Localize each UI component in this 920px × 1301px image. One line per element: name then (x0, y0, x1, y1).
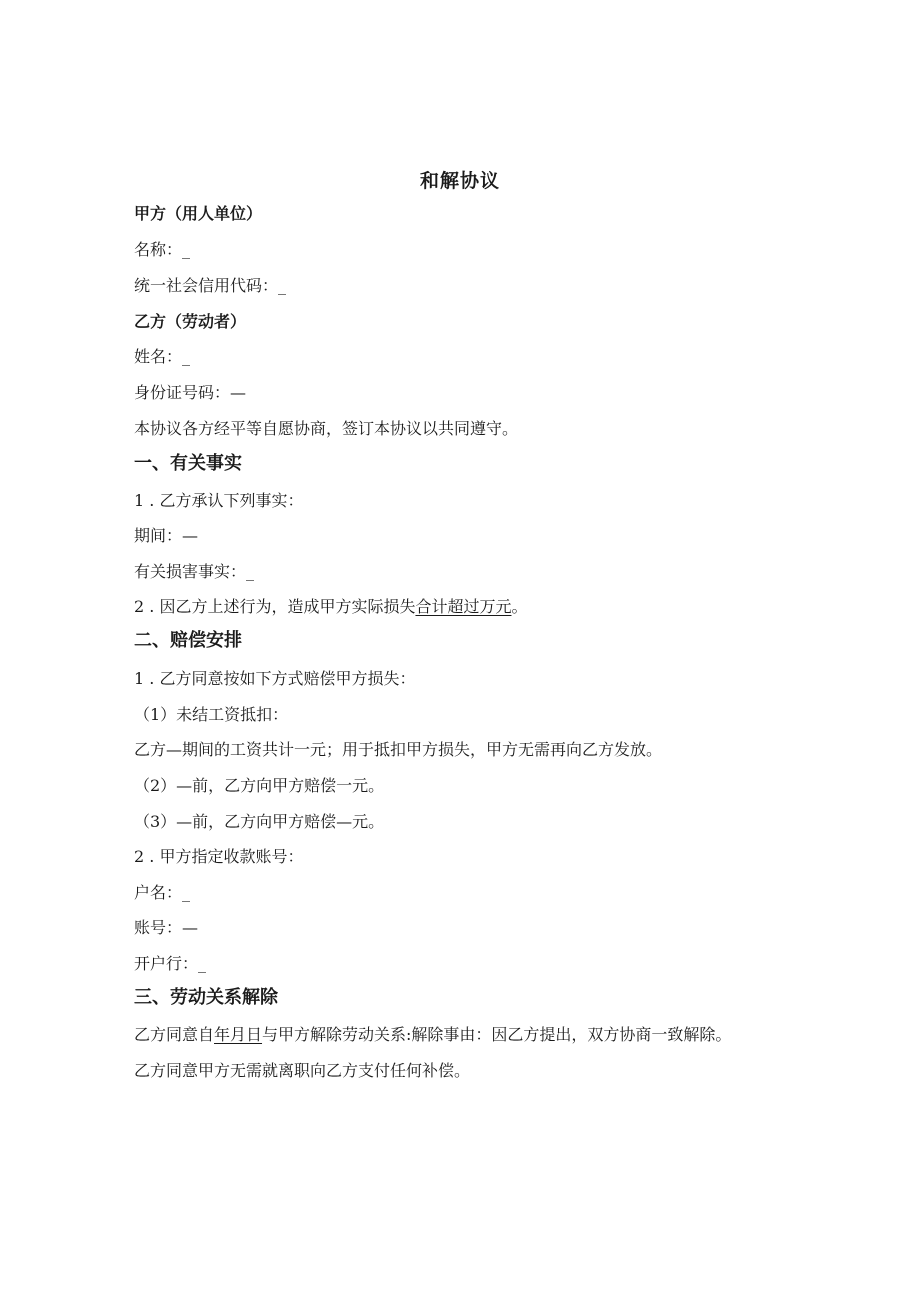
section-2-sub-3: （3）—前，乙方向甲方赔偿—元。 (134, 812, 385, 831)
section-3-line-1 (134, 1024, 731, 1046)
section-1-item-1: 1 . 乙方承认下列事实： (134, 491, 304, 510)
section-2-sub-1: （1）未结工资抵扣： (134, 705, 289, 724)
section-2-item-1: 1 . 乙方同意按如下方式赔偿甲方损失： (134, 669, 416, 688)
section-2-sub-2: （2）—前，乙方向甲方赔偿一元。 (134, 776, 385, 795)
section-1-period: 期间：— (134, 526, 199, 545)
section-2-sub-1-detail: 乙方—期间的工资共计一元；用于抵扣甲方损失，甲方无需再向乙方发放。 (134, 740, 663, 759)
section-1-item-2-end: 。 (511, 597, 528, 616)
section-1-item-2 (134, 596, 527, 618)
bank-name: 开户行：_ (134, 954, 207, 973)
party-a-credit-code: 统一社会信用代码：_ (134, 276, 287, 295)
section-1-item-2-underlined: 合计超过万元 (415, 597, 512, 616)
intro-paragraph: 本协议各方经平等自愿协商，签订本协议以共同遵守。 (134, 419, 519, 438)
section-3-line-2: 乙方同意甲方无需就离职向乙方支付任何补偿。 (134, 1061, 471, 1080)
party-a-heading: 甲方（用人单位） (134, 204, 263, 223)
section-3-line-1-text: 乙方同意自 (134, 1025, 215, 1044)
party-a-name: 名称：_ (134, 240, 191, 259)
section-1-heading: 一、有关事实 (134, 453, 242, 474)
section-3-heading: 三、劳动关系解除 (134, 987, 278, 1008)
section-3-line-1-rest: 与甲方解除劳动关系:解除事由：因乙方提出，双方协商一致解除。 (262, 1025, 732, 1044)
party-b-id-number: 身份证号码：— (134, 383, 247, 402)
section-2-item-2: 2 . 甲方指定收款账号： (134, 847, 304, 866)
account-number: 账号：— (134, 918, 199, 937)
section-1-item-2-text: 2 . 因乙方上述行为，造成甲方实际损失 (134, 597, 416, 616)
section-1-damage: 有关损害事实：_ (134, 562, 255, 581)
document-title: 和解协议 (419, 170, 500, 192)
section-2-heading: 二、赔偿安排 (134, 630, 242, 651)
account-name: 户名：_ (134, 883, 191, 902)
party-b-heading: 乙方（劳动者） (134, 312, 247, 331)
section-3-date-underlined: 年月日 (214, 1025, 263, 1044)
party-b-name: 姓名：_ (134, 347, 191, 366)
